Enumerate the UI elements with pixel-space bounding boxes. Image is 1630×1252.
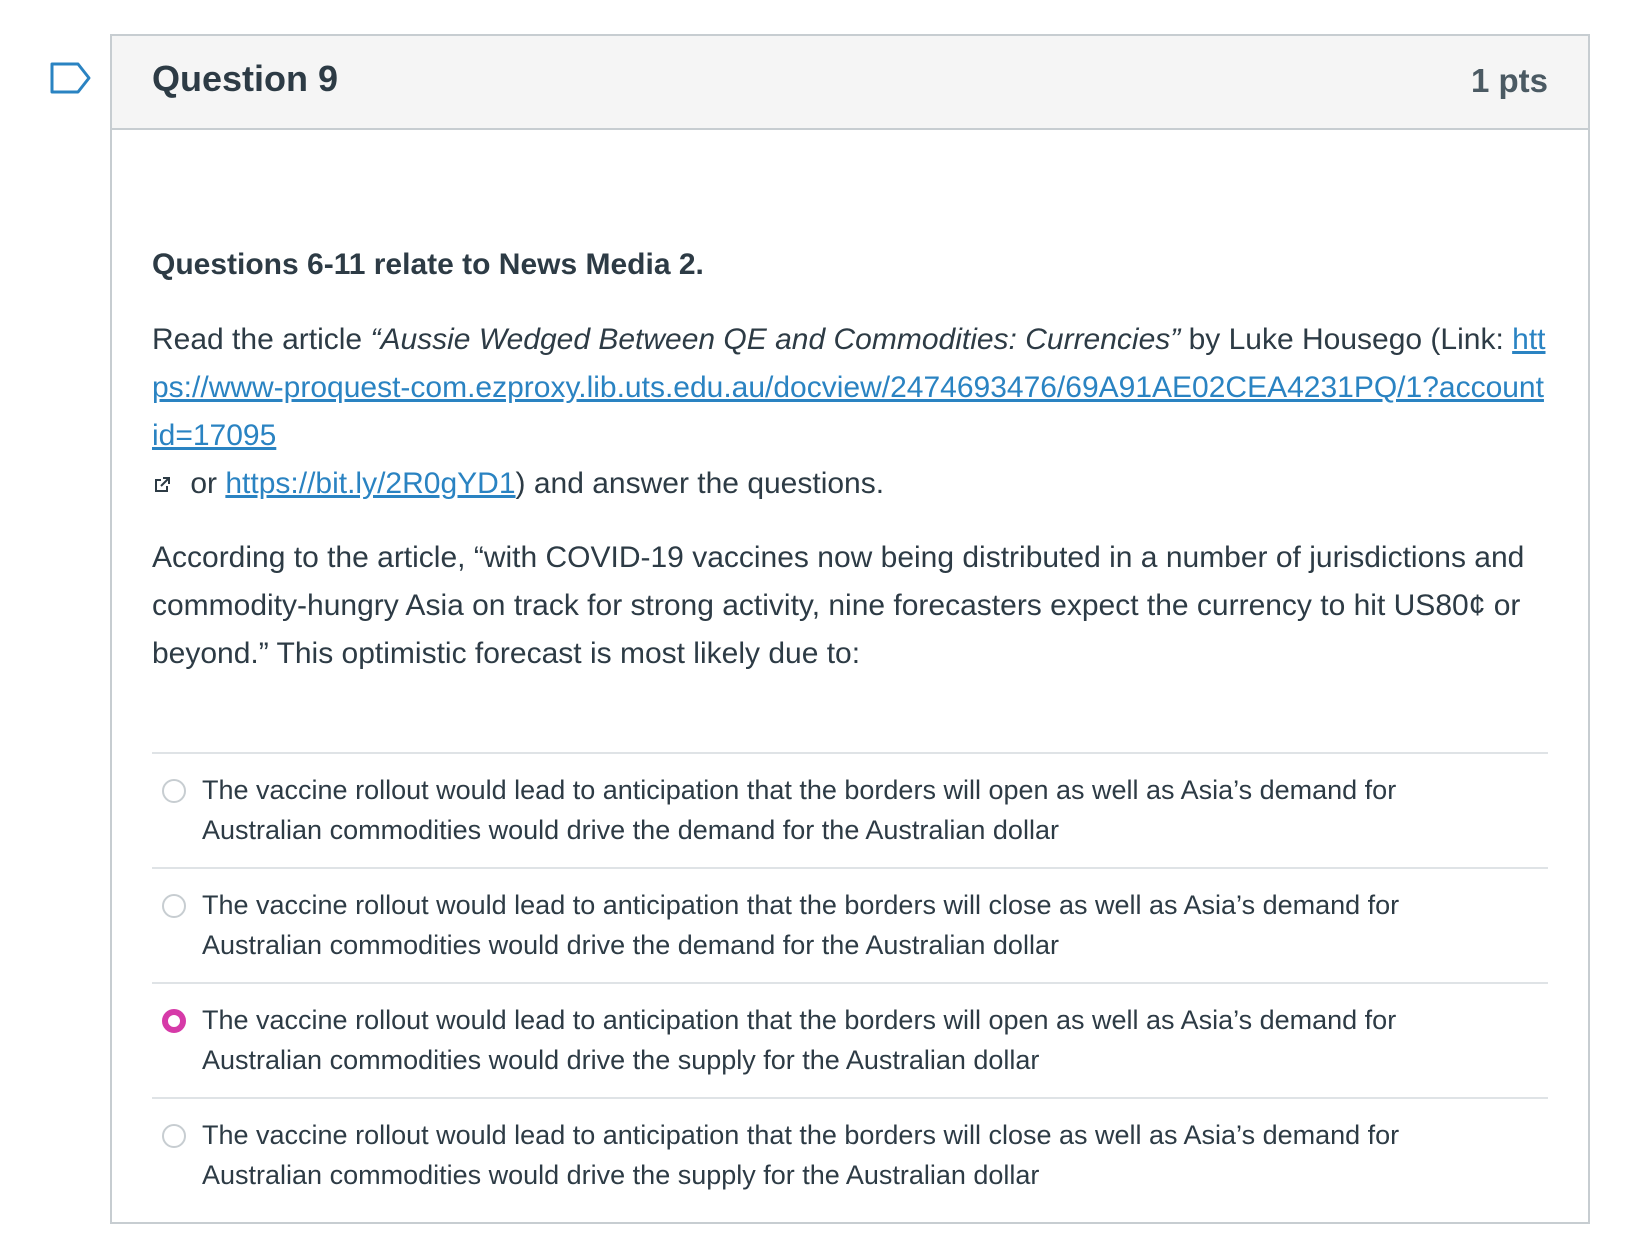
proquest-link[interactable]: https://www-proquest-com.ezproxy.lib.uts.edu.au/docview/2474693476/69A91AE02CEA4231PQ/1?accountid=17095 xyxy=(152,323,1546,452)
flag-question-icon[interactable] xyxy=(50,62,92,94)
radio-button[interactable] xyxy=(162,894,186,918)
read-author: by Luke Housego (Link: xyxy=(1180,323,1513,356)
bitly-link[interactable]: https://bit.ly/2R0gYD1 xyxy=(225,467,516,500)
external-link-icon[interactable] xyxy=(152,475,172,495)
answer-option-3[interactable] xyxy=(152,984,1548,1099)
answer-label[interactable]: The vaccine rollout would lead to anticipation that the borders will open as well as Asia’s demand for Australian commodities would drive the demand for the Australian dollar xyxy=(202,775,1397,845)
answer-option-1[interactable] xyxy=(152,754,1548,869)
answer-label[interactable]: The vaccine rollout would lead to anticipation that the borders will close as well as Asia’s demand for Australian commodities would drive the supply for the Australian dollar xyxy=(202,1120,1400,1190)
answer-list xyxy=(152,752,1548,1214)
read-suffix: ) and answer the questions. xyxy=(515,467,885,500)
question-prompt: According to the article, “with COVID-19 vaccines now being distributed in a number of jurisdictions and commodity-hungry Asia on track for strong activity, nine forecasters expect the currency to hit US80¢ or beyond.” This optimistic forecast is most likely due to: xyxy=(152,541,1525,670)
radio-button-selected[interactable] xyxy=(162,1009,186,1033)
article-title: “Aussie Wedged Between QE and Commodities: Currencies” xyxy=(370,323,1181,356)
answer-option-4[interactable] xyxy=(152,1099,1548,1214)
question-intro: Questions 6-11 relate to News Media 2. xyxy=(152,248,704,281)
read-prefix: Read the article xyxy=(152,323,371,356)
answer-label[interactable]: The vaccine rollout would lead to anticipation that the borders will close as well as Asia’s demand for Australian commodities would drive the demand for the Australian dollar xyxy=(202,890,1400,960)
radio-button[interactable] xyxy=(162,1124,186,1148)
article-instructions xyxy=(152,316,1548,508)
question-points: 1 pts xyxy=(1470,62,1548,99)
or-text: or xyxy=(182,467,226,500)
question-title: Question 9 xyxy=(152,58,339,99)
question-header xyxy=(112,36,1588,130)
answer-option-2[interactable] xyxy=(152,869,1548,984)
radio-button[interactable] xyxy=(162,779,186,803)
question-card xyxy=(110,34,1590,1224)
answer-label[interactable]: The vaccine rollout would lead to anticipation that the borders will open as well as Asia’s demand for Australian commodities would drive the supply for the Australian dollar xyxy=(202,1005,1397,1075)
